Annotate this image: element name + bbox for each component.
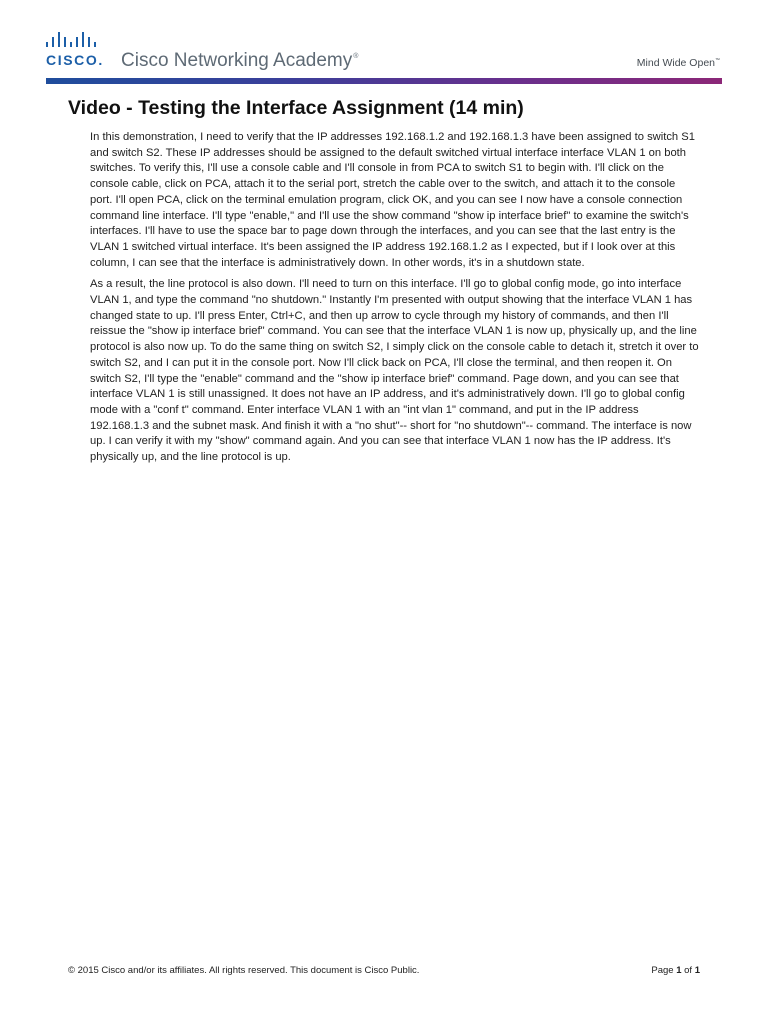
cisco-wordmark: CISCO.: [46, 52, 104, 68]
page-header: [0, 0, 768, 80]
footer-copyright: © 2015 Cisco and/or its affiliates. All rights reserved. This document is Cisco Public.: [68, 965, 420, 976]
tagline: Mind Wide Open™: [636, 57, 720, 69]
academy-name: Cisco Networking Academy®: [121, 50, 359, 71]
cisco-logo: [46, 32, 104, 68]
trademark-mark: ™: [715, 57, 720, 64]
paragraph: As a result, the line protocol is also down. I'll need to turn on this interface. I'll go to global config mode, go into interface VLAN 1, and type the command "no shutdown." Instantly I'm presented with output showing that the interface VLAN 1 has changed state to up. I'll press Enter, Ctrl+C, and then up arrow to cycle through my history of commands, and then I'll reissue the "show ip interface brief" command. You can see that the interface VLAN 1 is now up, physically up, and the line protocol is also now up. To do the same thing on switch S2, I simply click on the console cable to detach it, stretch it over to switch S2, and I can put it in the console port. Now I'll click back on PCA, I'll close the terminal, and then reopen it. On switch S2, I'll type the "enable" command and the "show ip interface brief" command. Page down, and you can see that interface VLAN 1 is still unassigned. It does not have an IP address, and it's administratively down. I'll go to global config mode with a "conf t" command. Enter interface VLAN 1 with an "int vlan 1" command, and put in the IP address 192.168.1.3 and the subnet mask. And finish it with a "no shut"-- short for "no shutdown"-- command. The interface is now up. I can verify it with my "show" command again. And you can see that interface VLAN 1 now has the IP address. It's physically up, and the line protocol is up.: [90, 278, 699, 464]
registered-mark: ®: [353, 53, 359, 60]
document-title: Video - Testing the Interface Assignment (14 min): [68, 97, 524, 119]
page-number: Page 1 of 1: [651, 965, 700, 976]
document-body: [90, 130, 700, 472]
paragraph: In this demonstration, I need to verify that the IP addresses 192.168.1.2 and 192.168.1.3 have been assigned to switch S1 and switch S2. These IP addresses should be assigned to the default switched virtual interface interface VLAN 1 on both switches. To verify this, I'll use a console cable and I'll console in from PCA to switch S1 to begin with. I'll click on the console cable, click on PCA, attach it to the serial port, stretch the cable over to the switch, and attach it to the console port. I'll open PCA, click on the terminal emulation program, click OK, and you can see I now have a console connection command line interface. I'll type "enable," and I'll use the show command "show ip interface brief" to examine the switch's interfaces. I'll have to use the space bar to page down through the interfaces, and you can see that the last entry is the VLAN 1 switched virtual interface. It's been assigned the IP address 192.168.1.2 as I expected, but if I look over at this column, I can see that the interface is administratively down. In other words, it's in a shutdown state.: [90, 131, 695, 269]
cisco-bars-logo-icon: [46, 32, 104, 47]
header-divider: [46, 78, 722, 84]
